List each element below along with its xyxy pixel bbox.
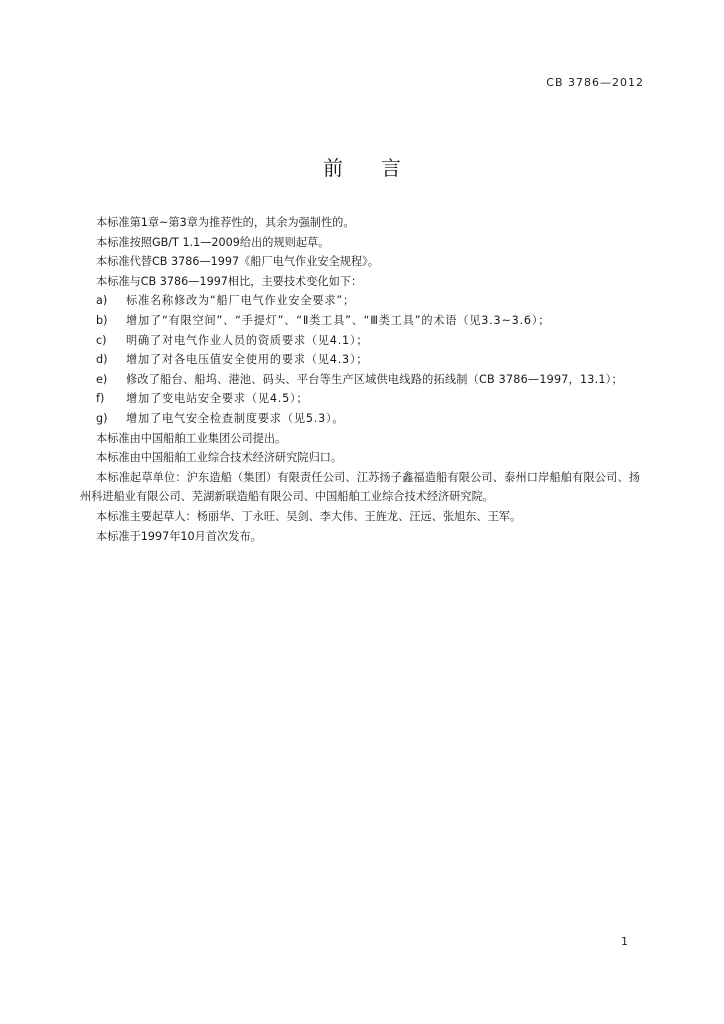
foreword-body — [80, 213, 640, 546]
change-item-text: 增加了“有限空间”、“手提灯”、“Ⅱ类工具”、“Ⅲ类工具”的术语（见3.3~3.6）； — [126, 313, 551, 327]
change-item — [80, 311, 640, 331]
change-item — [80, 350, 640, 370]
change-item-mark: e) — [96, 372, 108, 386]
change-item — [80, 389, 640, 409]
change-item-text: 修改了船台、船坞、港池、码头、平台等生产区域供电线路的拓线制（CB 3786—1997，13.1）； — [126, 372, 623, 386]
paragraph-owner: 本标准由中国船舶工业综合技术经济研究院归口。 — [96, 451, 343, 465]
change-item — [80, 409, 640, 429]
paragraph-nature: 本标准第1章~第3章为推荐性的，其余为强制性的。 — [96, 216, 355, 229]
change-item-mark: f) — [96, 392, 105, 406]
change-item-mark: g) — [96, 411, 108, 425]
change-item-text: 增加了对各电压值安全使用的要求（见4.3）； — [126, 353, 369, 367]
paragraph-drafting-rules: 本标准按照GB/T 1.1—2009给出的规则起草。 — [96, 235, 330, 249]
paragraph-history: 本标准于1997年10月首次发布。 — [96, 529, 262, 543]
page-number: 1 — [621, 935, 628, 948]
change-item — [80, 331, 640, 351]
change-item-text: 标准名称修改为“船厂电气作业安全要求”； — [126, 294, 355, 308]
paragraph-drafters: 本标准主要起草人：杨丽华、丁永旺、吴剑、李大伟、王旌龙、汪远、张旭东、王军。 — [96, 509, 522, 523]
change-item-mark: c) — [96, 333, 107, 347]
change-item-text: 增加了电气安全检查制度要求（见5.3）。 — [126, 411, 345, 425]
page-title: 前言 — [323, 156, 439, 180]
change-item — [80, 291, 640, 311]
paragraph-drafting-units: 本标准起草单位：沪东造船（集团）有限责任公司、江苏扬子鑫福造船有限公司、泰州口岸船舶有限公司、扬州科进船业有限公司、芜湖新联造船有限公司、中国船舶工业综合技术经济研究院。 — [80, 470, 640, 504]
change-item-mark: d) — [96, 353, 108, 367]
change-item — [80, 370, 640, 390]
change-item-text: 明确了对电气作业人员的资质要求（见4.1）； — [126, 333, 369, 347]
paragraph-changes-intro: 本标准与CB 3786—1997相比，主要技术变化如下： — [96, 274, 363, 288]
change-item-mark: b) — [96, 313, 108, 327]
change-item-mark: a) — [96, 294, 108, 308]
standard-code: CB 3786—2012 — [546, 76, 644, 89]
change-item-text: 增加了变电站安全要求（见4.5）； — [126, 392, 309, 406]
paragraph-proposer: 本标准由中国船舶工业集团公司提出。 — [96, 431, 287, 445]
paragraph-replaces: 本标准代替CB 3786—1997《船厂电气作业安全规程》。 — [96, 255, 379, 269]
